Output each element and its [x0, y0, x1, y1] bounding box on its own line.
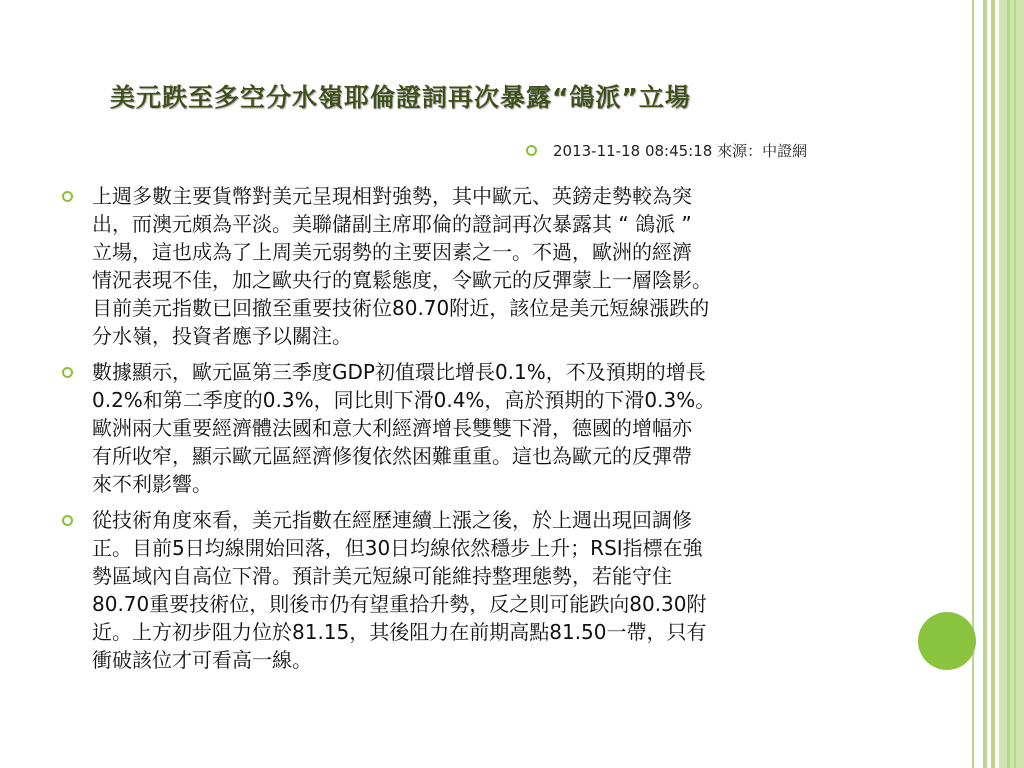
- meta-text: 2013-11-18 08:45:18 來源：中證網: [553, 142, 808, 160]
- bullet-paragraph: [62, 182, 902, 350]
- slide-title: 美元跌至多空分水嶺耶倫證詞再次暴露“鴿派”立場: [110, 83, 691, 112]
- circle-bullet-icon: [62, 515, 73, 526]
- decorative-circle: [918, 612, 976, 670]
- bullet-paragraph: [62, 358, 902, 498]
- article-meta: [526, 140, 807, 161]
- decorative-stripe: [999, 0, 1024, 768]
- circle-bullet-icon: [62, 191, 73, 202]
- decorative-stripe: [1014, 0, 1016, 768]
- paragraph-text: 從技術角度來看，美元指數在經歷連續上漲之後，於上週出現回調修 正。目前5日均線開始回落，但30日均線依然穩步上升；RSI指標在強 勢區域內自高位下滑。預計美元短線可能維持整理態勢，若能守住 80.70重要技術位，則後市仍有望重拾升勢，反之則可能跌向80.30附 近。上方初步阻力位於81.15，其後阻力在前期高點81.50一帶，只有 衝破該位才可看高一線。: [92, 508, 707, 672]
- circle-bullet-icon: [526, 145, 537, 156]
- paragraph-text: 數據顯示，歐元區第三季度GDP初值環比增長0.1%，不及預期的增長 0.2%和第二季度的0.3%，同比則下滑0.4%，高於預期的下滑0.3%。 歐洲兩大重要經濟體法國和意大利經濟增長雙雙下滑，德國的增幅亦 有所收窄，顯示歐元區經濟修復依然困難重重。這也為歐元的反彈帶 來不利影響。: [92, 360, 716, 496]
- decorative-stripe: [983, 0, 987, 768]
- decorative-stripe: [1007, 0, 1010, 768]
- bullet-paragraph: [62, 506, 902, 674]
- paragraph-text: 上週多數主要貨幣對美元呈現相對強勢，其中歐元、英鎊走勢較為突 出，而澳元頗為平淡。美聯儲副主席耶倫的證詞再次暴露其 “ 鴿派 ” 立場，這也成為了上周美元弱勢的主要因素之一。不過，歐洲的經濟 情況表現不佳，加之歐央行的寬鬆態度，令歐元的反彈蒙上一層陰影。 目前美元指數已回撤至重要技術位80.70附近，該位是美元短線漲跌的 分水嶺，投資者應予以關注。: [92, 184, 712, 348]
- slide-body: [62, 182, 902, 682]
- circle-bullet-icon: [62, 367, 73, 378]
- decorative-stripe: [991, 0, 995, 768]
